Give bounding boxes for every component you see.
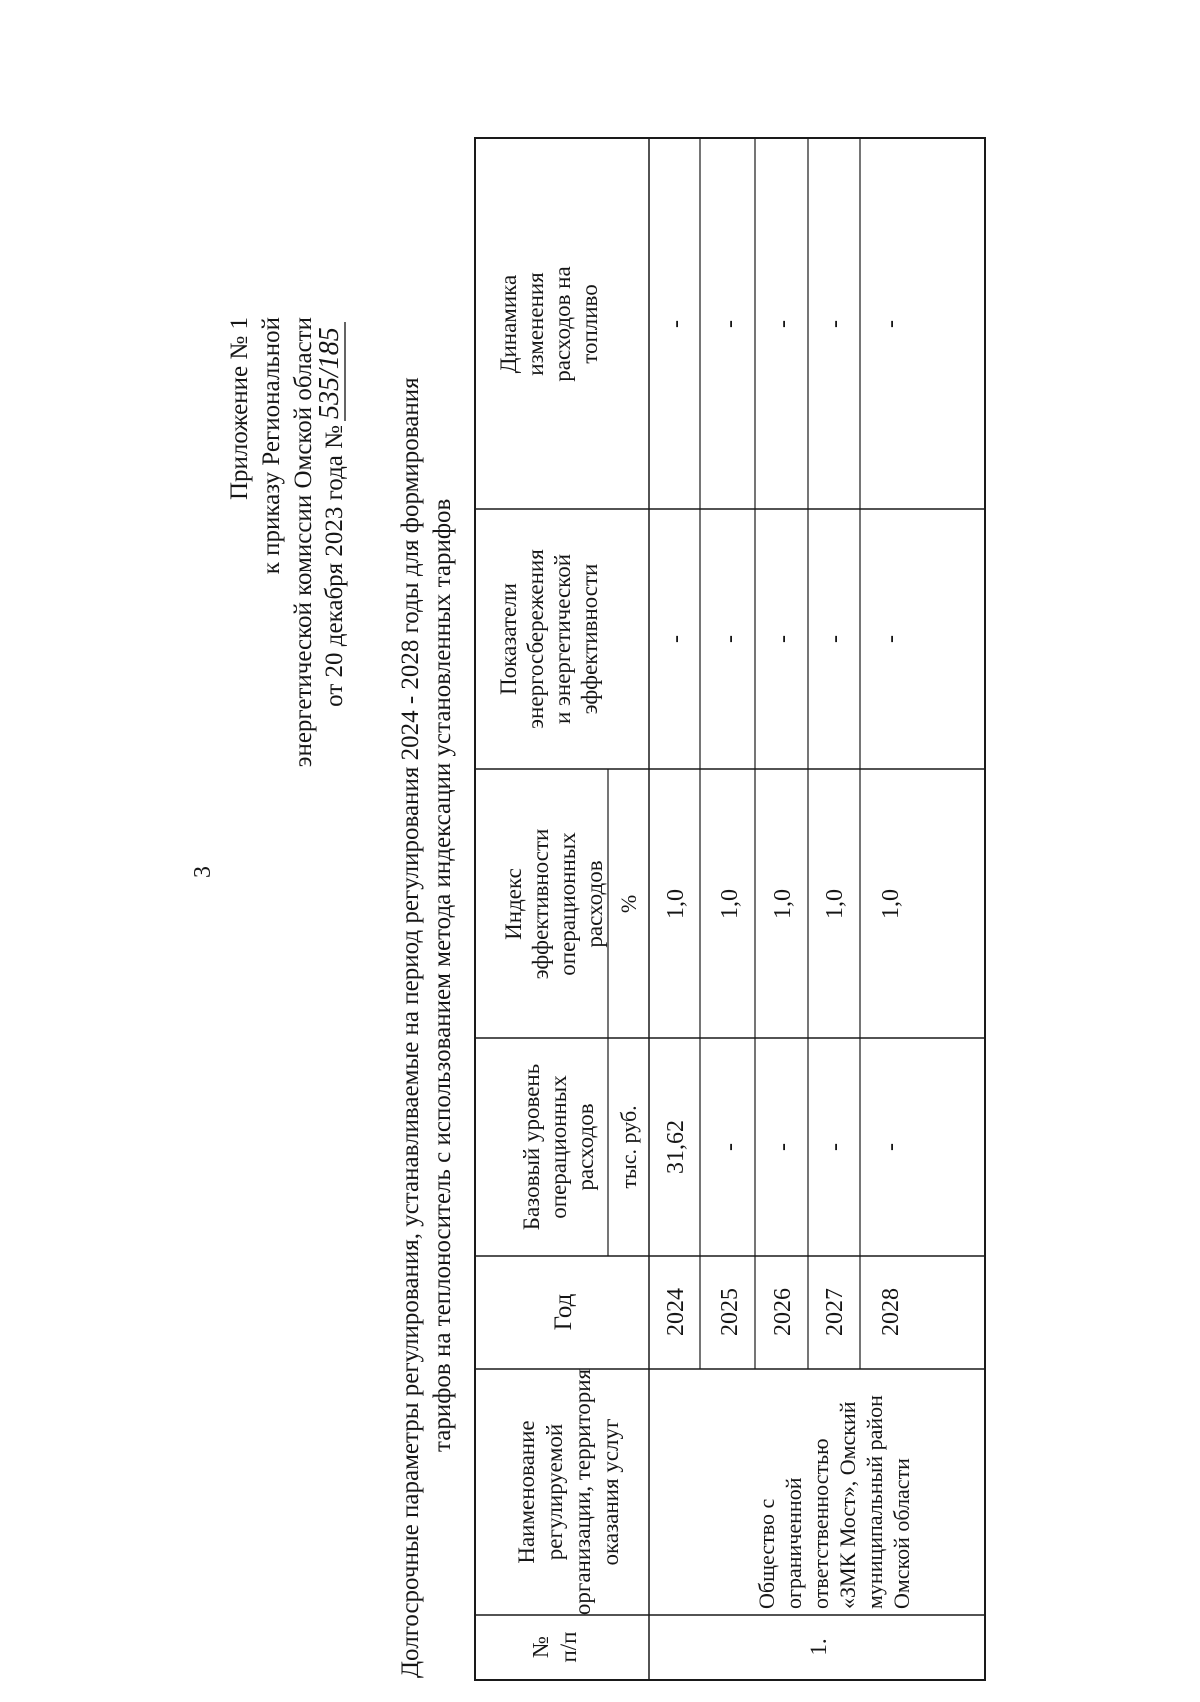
header-name-line-4: оказания услуг [598, 1418, 623, 1566]
cell-index: 1,0 [663, 889, 689, 919]
heading-line-1: Долгосрочные параметры регулирования, устанавливаемые на период регулирования 2024 - 2028 годы для формирования [397, 377, 424, 1678]
table-row [878, 320, 904, 1336]
appendix-date-prefix: от 20 декабря 2023 года № [321, 425, 348, 707]
header-num-line-1: № [528, 1636, 553, 1658]
cell-index: 1,0 [770, 889, 796, 919]
header-name-line-1: Наименование [514, 1420, 539, 1564]
cell-base: - [878, 1143, 904, 1151]
header-base-line-3: расходов [573, 1103, 598, 1191]
appendix-block [226, 317, 348, 767]
unit-index: % [616, 894, 641, 914]
cell-energy: - [878, 635, 904, 643]
header-fuel-line-3: расходов на [550, 266, 575, 382]
cell-base: - [717, 1143, 743, 1151]
org-line-1: Общество с [754, 1498, 779, 1609]
header-energy-line-3: и энергетической [550, 553, 575, 725]
order-number-handwritten: 535/185 [314, 327, 345, 419]
header-energy-line-4: эффективности [577, 563, 602, 715]
table-row [663, 320, 689, 1336]
tariff-table [475, 138, 985, 1680]
cell-base: - [822, 1143, 848, 1151]
row-number: 1. [806, 1638, 831, 1656]
header-fuel-line-2: изменения [523, 272, 548, 376]
cell-base: - [770, 1143, 796, 1151]
org-line-2: ограниченной [781, 1477, 806, 1609]
header-base-line-2: операционных [546, 1075, 571, 1219]
rotated-page [190, 138, 985, 1680]
cell-index: 1,0 [717, 889, 743, 919]
org-line-4: «ЗМК Мост», Омский [835, 1401, 860, 1609]
cell-year: 2024 [663, 1288, 689, 1336]
cell-year: 2027 [822, 1288, 848, 1336]
table-row [770, 320, 796, 1336]
cell-year: 2026 [770, 1288, 796, 1336]
table-row [822, 320, 848, 1336]
document-heading [397, 377, 456, 1678]
header-num-line-2: п/п [556, 1631, 581, 1663]
org-line-5: муниципальный район [862, 1395, 887, 1609]
cell-year: 2028 [878, 1288, 904, 1336]
appendix-line-3: энергетической комиссии Омской области [290, 317, 317, 768]
page-number: 3 [190, 866, 216, 878]
cell-fuel: - [663, 320, 689, 328]
header-index-line-1: Индекс [501, 868, 526, 940]
header-index-line-4: расходов [582, 860, 607, 948]
header-fuel-line-4: топливо [577, 284, 602, 364]
cell-fuel: - [717, 320, 743, 328]
cell-energy: - [770, 635, 796, 643]
header-year: Год [550, 1293, 577, 1331]
header-index-line-3: операционных [555, 832, 580, 976]
table-row [717, 320, 743, 1336]
cell-energy: - [717, 635, 743, 643]
header-base-line-1: Базовый уровень [519, 1063, 544, 1231]
cell-fuel: - [770, 320, 796, 328]
unit-base: тыс. руб. [616, 1105, 641, 1189]
cell-base: 31,62 [663, 1120, 689, 1174]
appendix-line-1: Приложение № 1 [226, 317, 253, 501]
cell-fuel: - [878, 320, 904, 328]
cell-energy: - [663, 635, 689, 643]
header-name-line-3: организации, территория [570, 1368, 595, 1616]
org-line-3: ответственностью [808, 1438, 833, 1609]
header-energy-line-1: Показатели [496, 583, 521, 695]
cell-year: 2025 [717, 1288, 743, 1336]
cell-energy: - [822, 635, 848, 643]
header-fuel-line-1: Динамика [496, 274, 521, 374]
heading-line-2: тарифов на теплоноситель с использованием метода индексации установленных тарифов [429, 498, 456, 1452]
cell-fuel: - [822, 320, 848, 328]
cell-index: 1,0 [822, 889, 848, 919]
header-index-line-2: эффективности [528, 828, 553, 980]
header-name-line-2: регулируемой [542, 1423, 567, 1561]
org-line-6: Омской области [889, 1458, 914, 1609]
appendix-line-2: к приказу Региональной [258, 317, 285, 575]
header-energy-line-2: энергосбережения [523, 549, 548, 729]
cell-index: 1,0 [878, 889, 904, 919]
